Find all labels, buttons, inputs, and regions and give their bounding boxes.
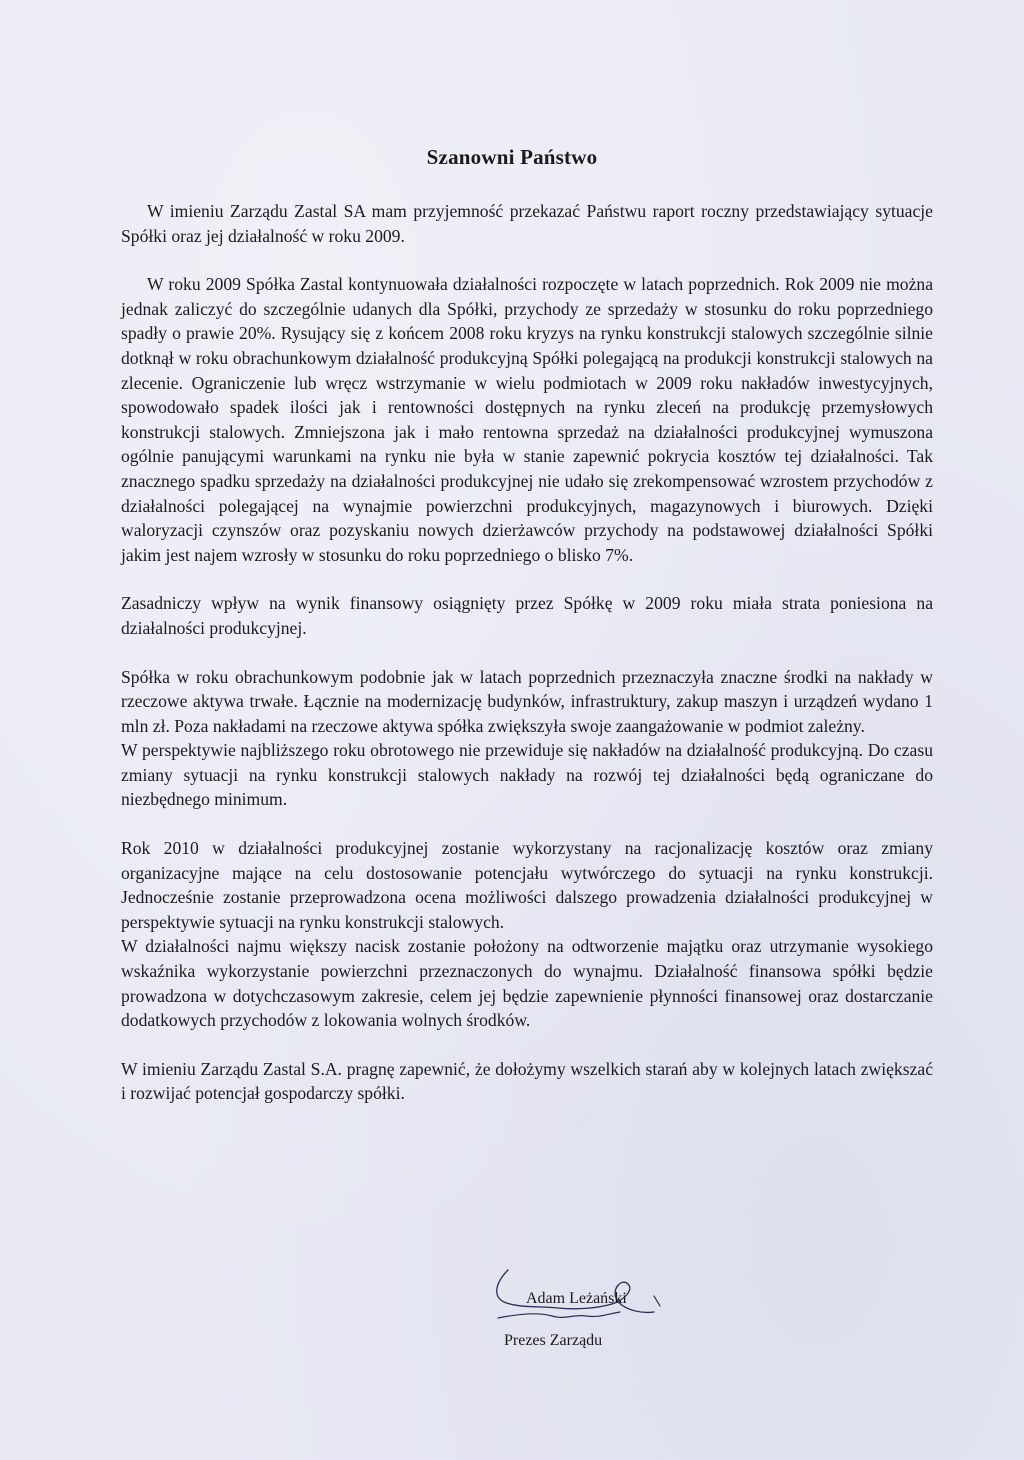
paragraph-outlook-production: W perspektywie najbliższego roku obrotowego nie przewiduje się nakładów na działalność produkcyjną. Do czasu zmiany sytuacji na rynku konstrukcji stalowych nakłady na rozwój tej działalności będą ograniczane do niezbędnego minimum.: [121, 740, 933, 810]
paragraph-financial-result: Zasadniczy wpływ na wynik finansowy osiągnięty przez Spółkę w 2009 roku miała strata poniesiona na działalności produkcyjnej.: [121, 593, 933, 638]
paragraph-2010-plans: Rok 2010 w działalności produkcyjnej zostanie wykorzystany na racjonalizację kosztów oraz zmiany organizacyjne mające na celu dostosowanie potencjału wytwórczego do sytuacji na rynku konstrukcji. Jednocześnie zostanie przeprowadzona ocena możliwości dalszego prowadzenia działalności produkcyjnej w perspektywie sytuacji na rynku konstrukcji stalowych.: [121, 838, 933, 932]
paragraph-investments: Spółka w roku obrachunkowym podobnie jak w latach poprzednich przeznaczyła znaczne środki na nakłady w rzeczowe aktywa trwałe. Łącznie na modernizację budynków, infrastruktury, zakup maszyn i urządzeń wydano 1 mln zł. Poza nakładami na rzeczowe aktywa spółka zwiększyła swoje zaangażowanie w podmiot zależny.: [121, 666, 933, 736]
paragraph-rental-finance: W działalności najmu większy nacisk zostanie położony na odtworzenie majątku oraz utrzymanie wysokiego wskaźnika wykorzystanie powierzchni przeznaczonych do wynajmu. Działalność finansowa spółki będzie prowadzona w dotychczasowym zakresie, celem jej będzie zapewnienie płynności finansowej oraz dostarczanie dodatkowych przychodów z lokowania wolnych środków.: [121, 936, 933, 1031]
letter-body: [121, 199, 933, 1106]
letter-heading: Szanowni Państwo: [426, 145, 598, 169]
signatory-title: Prezes Zarządu: [504, 1332, 603, 1349]
paragraph-intro: W imieniu Zarządu Zastal SA mam przyjemność przekazać Państwu raport roczny przedstawiający sytuacje Spółki oraz jej działalność w roku 2009.: [121, 201, 933, 246]
signatory-name: Adam Leżański: [526, 1290, 627, 1307]
paragraph-closing: W imieniu Zarządu Zastal S.A. pragnę zapewnić, że dołożymy wszelkich starań aby w kolejnych latach zwiększać i rozwijać potencjał gospodarczy spółki.: [121, 1058, 933, 1104]
signature-block: [478, 1262, 678, 1362]
paragraph-2009-activity: W roku 2009 Spółka Zastal kontynuowała działalności rozpoczęte w latach poprzednich. Rok 2009 nie można jednak zaliczyć do szczególnie udanych dla Spółki, przychody ze sprzedaży w stosunku do roku poprzedniego spadły o prawie 20%. Rysujący się z końcem 2008 roku kryzys na rynku konstrukcji stalowych szczególnie silnie dotknął w roku obrachunkowym działalność produkcyjną Spółki polegającą na produkcji konstrukcji stalowych na zlecenie. Ograniczenie lub wręcz wstrzymanie w wielu podmiotach w 2009 roku nakładów inwestycyjnych, spowodowało spadek ilości jak i rentowności dostępnych na rynku zleceń na produkcję przemysłowych konstrukcji stalowych. Zmniejszona jak i mało rentowna sprzedaż na działalności produkcyjnej wymuszona ogólnie panującymi warunkami na rynku nie była w stanie zapewnić pokrycia kosztów tej działalności. Tak znacznego spadku sprzedaży na działalności produkcyjnej nie udało się zrekompensować wzrostem przychodów z działalności polegającej na wynajmie powierzchni produkcyjnych, magazynowych i biurowych. Dzięki waloryzacji czynszów oraz pozyskaniu nowych dzierżawców przychody na podstawowej działalności Spółki jakim jest najem wzrosły w stosunku do roku poprzedniego o blisko 7%.: [121, 274, 933, 565]
